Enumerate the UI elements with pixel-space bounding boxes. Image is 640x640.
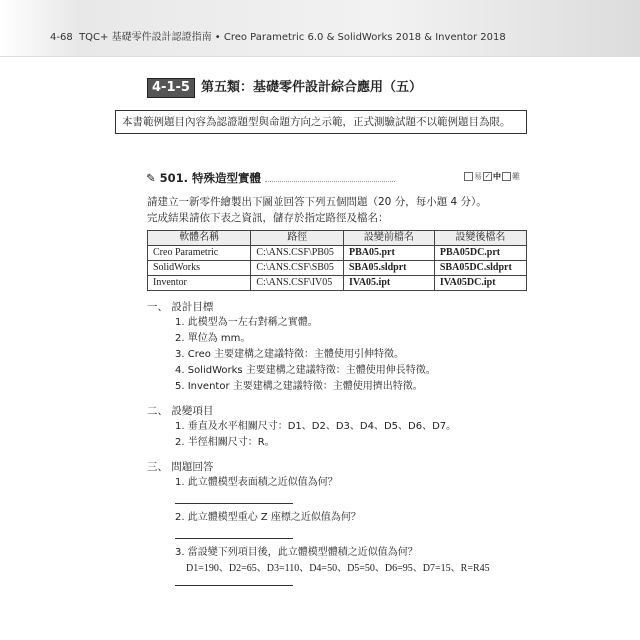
table-header: 設變前檔名 [344, 231, 435, 246]
list-item: 4. SolidWorks 主要建構之建議特徵：主體使用伸長特徵。 [175, 365, 436, 376]
intro-line: 請建立一新零件繪製出下圖並回答下列五個問題（20 分，每小題 4 分）。 [147, 196, 487, 208]
table-cell: IVA05.ipt [344, 276, 435, 291]
list-item: 2. 半徑相關尺寸：R。 [175, 437, 275, 448]
answer-line [175, 503, 293, 504]
design-change-values: D1=190、D2=65、D3=110、D4=50、D5=50、D6=95、D7=15、R=R45 [186, 563, 490, 574]
table-header: 路徑 [251, 231, 344, 246]
difficulty-medium: 中 [493, 172, 501, 181]
table-cell: PBA05DC.prt [434, 246, 526, 261]
table-row [148, 261, 527, 276]
answer-line [175, 538, 293, 539]
exercise-body [147, 230, 527, 592]
checkbox-icon [502, 172, 511, 181]
checkbox-checked-icon: ✓ [484, 172, 491, 180]
list-item: 3. Creo 主要建構之建議特徵：主體使用引伸特徵。 [175, 349, 405, 360]
answer-line [175, 585, 293, 586]
table-header: 設變後檔名 [434, 231, 526, 246]
table-header: 軟體名稱 [148, 231, 251, 246]
note-box: 本書範例題目內容為認證題型與命題方向之示範，正式測驗試題不以範例題目為限。 [115, 110, 527, 134]
page-number: 4-68 [50, 32, 73, 43]
table-cell: SBA05.sldprt [344, 261, 435, 276]
table-cell: C:\ANS.CSF\IV05 [251, 276, 344, 291]
running-header [50, 31, 506, 45]
table-row [148, 276, 527, 291]
list-item: 5. Inventor 主要建構之建議特徵：主體使用擠出特徵。 [175, 381, 423, 392]
list-item: 1. 垂直及水平相關尺寸：D1、D2、D3、D4、D5、D6、D7。 [175, 421, 457, 432]
section-heading [147, 78, 422, 98]
page-header-band [0, 0, 640, 57]
section-title: 第五類：基礎零件設計綜合應用（五） [200, 80, 422, 95]
table-row [148, 246, 527, 261]
table-header-row [148, 231, 527, 246]
subsection-title: 三、 問題回答 [147, 461, 214, 473]
subsection-title: 二、 設變項目 [147, 405, 214, 417]
dotted-leader [265, 181, 395, 182]
difficulty-easy: 易 [474, 172, 482, 181]
question-title: 501. 特殊造型實體 [159, 171, 262, 185]
question-item: 1. 此立體模型表面積之近似值為何？ [175, 477, 338, 488]
list-item: 2. 單位為 mm。 [175, 333, 251, 344]
difficulty-hard: 難 [512, 172, 520, 181]
header-title: TQC+ 基礎零件設計認證指南 • Creo Parametric 6.0 & SolidWorks 2018 & Inventor 2018 [79, 32, 506, 43]
file-table [147, 230, 527, 291]
question-item: 2. 此立體模型重心 Z 座標之近似值為何？ [175, 512, 361, 523]
table-cell: IVA05DC.ipt [434, 276, 526, 291]
list-item: 1. 此模型為一左右對稱之實體。 [175, 317, 318, 328]
subsection-title: 一、 設計目標 [147, 301, 214, 313]
table-cell: SBA05DC.sldprt [434, 261, 526, 276]
section-number: 4-1-5 [147, 78, 195, 98]
intro-line: 完成結果請依下表之資訊，儲存於指定路徑及檔名： [147, 212, 389, 224]
difficulty-rating [463, 170, 520, 184]
table-cell: SolidWorks [148, 261, 251, 276]
table-cell: C:\ANS.CSF\SB05 [251, 261, 344, 276]
table-cell: C:\ANS.CSF\PB05 [251, 246, 344, 261]
pencil-icon: ✎ [146, 171, 156, 185]
table-cell: PBA05.prt [344, 246, 435, 261]
table-cell: Inventor [148, 276, 251, 291]
checkbox-icon [464, 172, 473, 181]
question-item: 3. 當設變下列項目後，此立體模型體積之近似值為何？ [175, 547, 418, 558]
table-cell: Creo Parametric [148, 246, 251, 261]
question-heading [146, 170, 520, 186]
